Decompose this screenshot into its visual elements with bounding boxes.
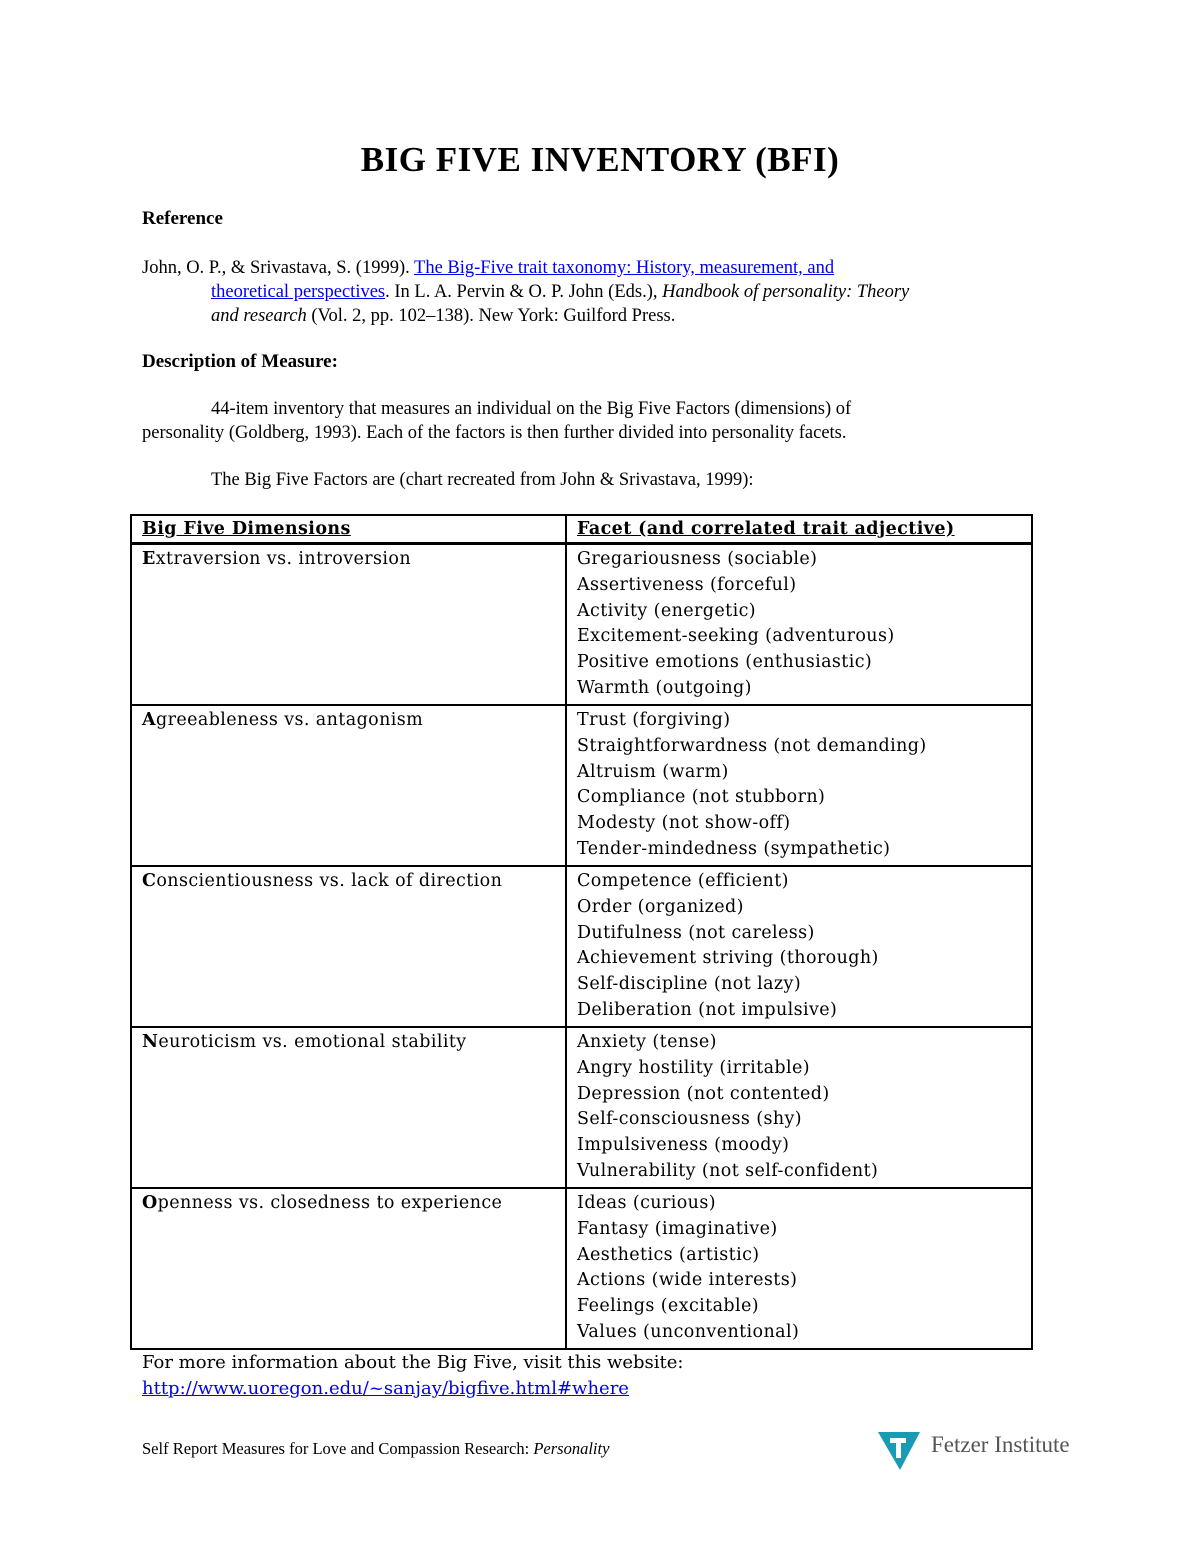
- facet-item: Modesty (not show-off): [577, 813, 791, 834]
- facet-item: Ideas (curious): [577, 1193, 716, 1213]
- facet-item: Activity (energetic): [577, 600, 757, 621]
- more-info: [142, 1350, 683, 1402]
- big-five-table: [130, 514, 1033, 1350]
- table-row: [131, 866, 1032, 1027]
- footer-series: Self Report Measures for Love and Compassion Research:: [142, 1439, 534, 1458]
- facet-item: Warmth (outgoing): [577, 677, 752, 698]
- bigfive-website-link[interactable]: http://www.uoregon.edu/~sanjay/bigfive.html#where: [142, 1378, 629, 1399]
- facet-item: Tender-mindedness (sympathetic): [577, 838, 891, 859]
- description-line-2: personality (Goldberg, 1993). Each of the factors is then further divided into personality facets.: [142, 423, 847, 443]
- facet-item: Compliance (not stubborn): [577, 787, 826, 808]
- facet-item: Excitement-seeking (adventurous): [577, 626, 895, 647]
- facet-item: Depression (not contented): [577, 1083, 830, 1104]
- facet-item: Achievement striving (thorough): [577, 948, 879, 969]
- dimension-name: onscientiousness vs. lack of direction: [156, 871, 503, 891]
- header-dimensions: Big Five Dimensions: [131, 515, 566, 544]
- facet-item: Aesthetics (artistic): [577, 1244, 760, 1265]
- reference-heading: Reference: [142, 208, 223, 229]
- description-heading: Description of Measure:: [142, 351, 338, 372]
- citation-link-part2[interactable]: theoretical perspectives: [211, 282, 386, 302]
- facet-item: Self-consciousness (shy): [577, 1109, 803, 1130]
- dimension-name: greeableness vs. antagonism: [155, 710, 424, 730]
- dimension-cell: [131, 705, 566, 866]
- table-row: [131, 1027, 1032, 1188]
- dimension-cell: [131, 866, 566, 1027]
- facet-item: Gregariousness (sociable): [577, 549, 818, 569]
- header-facets: Facet (and correlated trait adjective): [566, 515, 1032, 544]
- description-line-1: 44-item inventory that measures an individual on the Big Five Factors (dimensions) of: [211, 399, 852, 419]
- table-row: [131, 705, 1032, 866]
- dimension-initial: O: [142, 1193, 158, 1213]
- dimension-initial: N: [142, 1032, 159, 1052]
- facet-item: Self-discipline (not lazy): [577, 974, 802, 995]
- facet-item: Positive emotions (enthusiastic): [577, 652, 873, 673]
- table-header-row: [131, 515, 1032, 544]
- facets-cell: [566, 705, 1032, 866]
- footer-topic: Personality: [533, 1439, 610, 1458]
- citation-authors: John, O. P., & Srivastava, S. (1999).: [142, 258, 415, 278]
- facet-item: Actions (wide interests): [577, 1270, 798, 1291]
- table-intro: The Big Five Factors are (chart recreated from John & Srivastava, 1999):: [211, 470, 754, 490]
- facets-cell: [566, 1188, 1032, 1349]
- dimension-name: euroticism vs. emotional stability: [158, 1032, 467, 1052]
- dimension-initial: A: [142, 710, 156, 730]
- facet-item: Fantasy (imaginative): [577, 1218, 778, 1239]
- facet-item: Competence (efficient): [577, 871, 789, 891]
- facet-item: Assertiveness (forceful): [577, 574, 797, 595]
- facet-item: Altruism (warm): [577, 761, 729, 782]
- table-row: [131, 1188, 1032, 1349]
- dimension-cell: [131, 544, 566, 706]
- dimension-initial: C: [142, 871, 157, 891]
- dimension-name: xtraversion vs. introversion: [155, 549, 411, 569]
- more-info-text: For more information about the Big Five, visit this website:: [142, 1352, 684, 1373]
- facet-item: Values (unconventional): [577, 1321, 800, 1342]
- citation-book-title: Handbook of personality: Theory: [662, 282, 910, 302]
- citation-book-title-cont: and research: [211, 306, 307, 326]
- citation-link-part1[interactable]: The Big-Five trait taxonomy: History, measurement, and: [414, 258, 835, 278]
- reference-citation: [142, 256, 1062, 328]
- facet-item: Angry hostility (irritable): [577, 1057, 811, 1078]
- page-title: BIG FIVE INVENTORY (BFI): [360, 140, 840, 179]
- facet-item: Straightforwardness (not demanding): [577, 735, 927, 756]
- fetzer-logo-icon: [876, 1428, 926, 1472]
- facet-item: Trust (forgiving): [577, 710, 731, 730]
- facet-item: Deliberation (not impulsive): [577, 999, 838, 1020]
- facet-item: Anxiety (tense): [577, 1032, 717, 1052]
- dimension-initial: E: [142, 549, 156, 569]
- dimension-name: penness vs. closedness to experience: [157, 1193, 503, 1213]
- citation-publisher: (Vol. 2, pp. 102–138). New York: Guilford Press.: [306, 306, 676, 326]
- facets-cell: [566, 866, 1032, 1027]
- fetzer-logo-text: Fetzer Institute: [931, 1432, 1070, 1457]
- table-row: [131, 544, 1032, 706]
- facet-item: Impulsiveness (moody): [577, 1135, 790, 1156]
- facet-item: Dutifulness (not careless): [577, 922, 815, 943]
- dimension-cell: [131, 1188, 566, 1349]
- dimension-cell: [131, 1027, 566, 1188]
- citation-editors: . In L. A. Pervin & O. P. John (Eds.),: [385, 282, 663, 302]
- facets-cell: [566, 1027, 1032, 1188]
- facet-item: Vulnerability (not self-confident): [577, 1160, 879, 1181]
- description-paragraph: [142, 397, 1042, 445]
- footer-text: [142, 1439, 609, 1459]
- facet-item: Order (organized): [577, 896, 744, 917]
- facet-item: Feelings (excitable): [577, 1296, 760, 1317]
- facets-cell: [566, 544, 1032, 706]
